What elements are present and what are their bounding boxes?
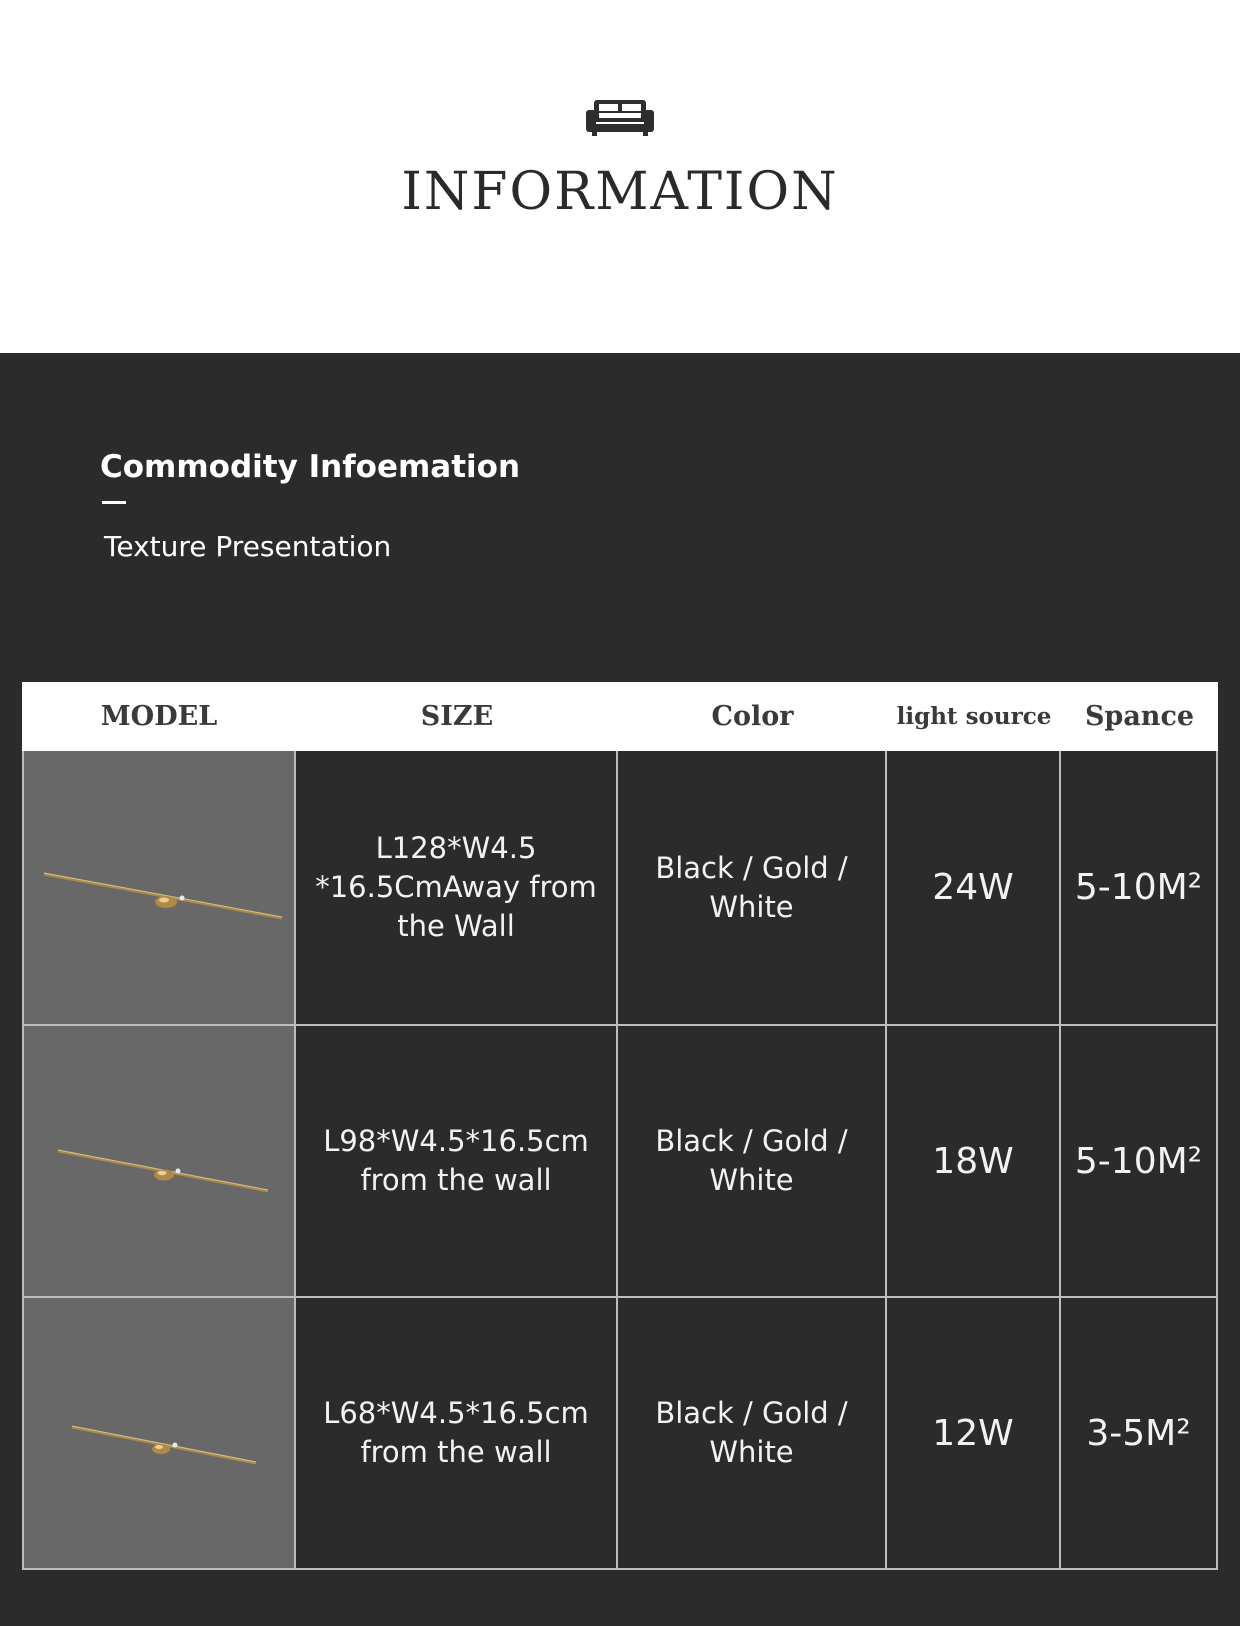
size-text: L68*W4.5*16.5cm [323,1396,589,1430]
color-text: White [709,889,794,924]
color-text: White [709,1163,794,1197]
size-cell [296,751,618,1024]
light-source-cell: 24W [887,751,1061,1024]
wall-lamp-image [24,1121,294,1201]
header-light-source: light source [896,703,1052,730]
color-text: Black / Gold / [655,1396,848,1430]
page-title: INFORMATION [401,162,839,222]
size-text: from the wall [360,1163,552,1197]
model-image [22,751,296,1024]
size-cell [296,1026,618,1296]
title-divider [102,501,126,504]
space-cell: 5-10M² [1061,751,1218,1024]
table-row [22,1298,1218,1570]
size-text: L98*W4.5*16.5cm [323,1124,589,1158]
color-cell [618,1298,887,1568]
table-row [22,1026,1218,1298]
size-text: the Wall [397,909,515,943]
light-source-cell: 18W [887,1026,1061,1296]
size-text: *16.5CmAway from [315,870,597,904]
size-text: from the wall [360,1435,552,1469]
sofa-icon [586,98,654,136]
wall-lamp-image [24,1393,294,1473]
commodity-section [0,353,1240,1626]
table-row [22,751,1218,1026]
section-title: Commodity Infoemation [100,449,521,485]
spec-table [22,682,1218,1570]
space-cell: 5-10M² [1061,1026,1218,1296]
color-text: White [709,1435,794,1469]
color-text: Black / Gold / [655,850,848,885]
color-cell [618,751,887,1024]
size-text: L128*W4.5 [375,831,537,865]
color-text: Black / Gold / [655,1124,848,1158]
header-model: MODEL [100,701,218,732]
light-source-cell: 12W [887,1298,1061,1568]
header-size: SIZE [420,701,494,732]
wall-lamp-image [24,848,294,928]
color-cell [618,1026,887,1296]
space-cell: 3-5M² [1061,1298,1218,1568]
model-image [22,1026,296,1296]
information-header [0,0,1240,353]
section-subtitle: Texture Presentation [104,530,392,563]
header-color: Color [711,701,794,732]
model-image [22,1298,296,1568]
table-header [22,682,1218,751]
size-cell [296,1298,618,1568]
header-space: Spance [1084,701,1195,732]
